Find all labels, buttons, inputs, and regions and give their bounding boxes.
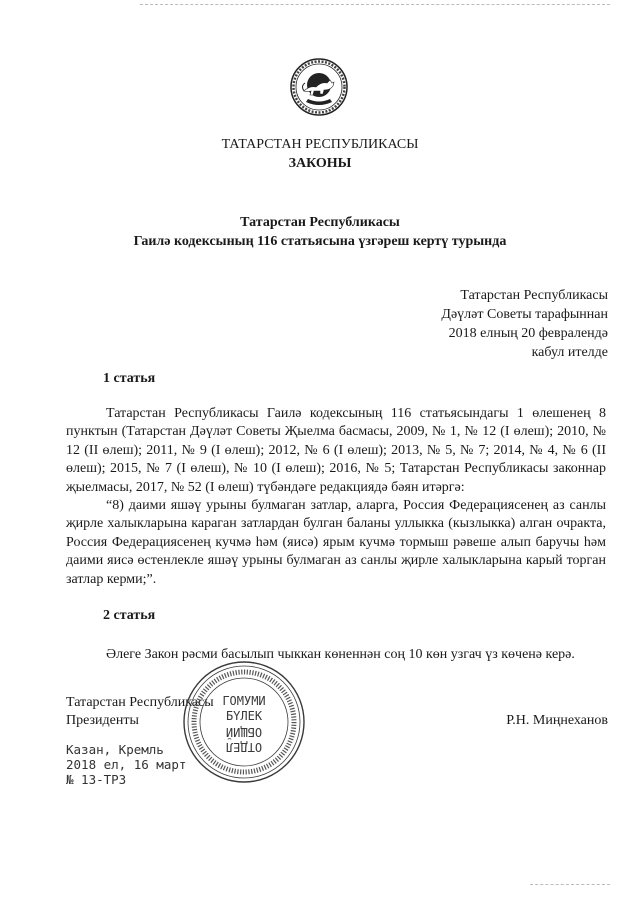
republic-title: ТАТАРСТАН РЕСПУБЛИКАСЫ: [221, 137, 419, 152]
adoption-line1: Татарстан Республикасы: [460, 288, 608, 303]
stamp-line1: ГОМУМИ: [222, 694, 266, 708]
article1-heading: 1 статья: [103, 371, 156, 386]
registration-date: 2018 ел, 16 март: [66, 757, 187, 772]
article2-paragraph1: Әлеге Закон рәсми басылып чыккан көненнән соң 10 көн узгач үз көченә керә.: [106, 647, 575, 662]
stamp-line3: ОБЩИЙ: [225, 725, 263, 739]
stamp-line2: БҮЛЕК: [225, 709, 263, 723]
president-title-line2: Президенты: [66, 713, 139, 728]
top-edge-dashes: [140, 4, 610, 5]
law-subject-line1: Татарстан Республикасы: [240, 215, 400, 230]
official-stamp: [182, 660, 306, 784]
stamp-line4: ОТДЕЛ: [225, 740, 263, 754]
adoption-line4: кабул ителде: [531, 345, 608, 360]
law-title: ЗАКОНЫ: [288, 156, 352, 171]
article1-paragraph1: Татарстан Республикасы Гаилә кодексының 116 статьясындагы 1 өлешенең 8 пунктын (Татарстан Дәүләт Советы Җыелма басмасы, 2009, № 1, № 12 (I өлеш); 2010, № 12 (II өлеш); 2011, № 9 (I өлеш); 2012, № 6 (I өлеш); 2013, № 5, № 7; 2014, № 4, № 6 (II өлеш); 2015, № 7 (I өлеш), № 10 (I өлеш); 2016, № 5; Татарстан Республикасы законнар җыелмасы, 2017, № 52 (I өлеш) түбәндәге редакциядә бәян итәргә:: [66, 406, 606, 495]
adoption-line3: 2018 елның 20 февралендә: [448, 326, 608, 341]
bottom-edge-dashes: [530, 884, 610, 885]
law-subject-line2: Гаилә кодексының 116 статьясына үзгәреш кертү турында: [133, 234, 507, 249]
article2-heading: 2 статья: [103, 608, 156, 623]
registration-place: Казан, Кремль: [66, 742, 164, 757]
adoption-line2: Дәүләт Советы тарафыннан: [441, 307, 608, 322]
president-name: Р.Н. Миңнеханов: [506, 713, 608, 728]
registration-block: [66, 742, 186, 787]
article1-paragraph2: “8) даими яшәү урыны булмаган затлар, аларга, Россия Федерациясенең аз санлы җирле халыкларына караган затлардан булган баланы уллыкка (кызлыкка) алган очракта, Россия Федерациясенең кучмә һәм (яисә) ярым кучмә тормыш рәвеше алып баручы һәм даими яисә өстенлекле яшәү урыны булмаган аз санлы җирле халыкларына карый торган затлар керми;”.: [66, 498, 606, 587]
registration-number: № 13-ТРЗ: [66, 772, 127, 787]
president-title-line1: Татарстан Республикасы: [66, 695, 214, 710]
coat-of-arms-icon: [290, 58, 348, 116]
